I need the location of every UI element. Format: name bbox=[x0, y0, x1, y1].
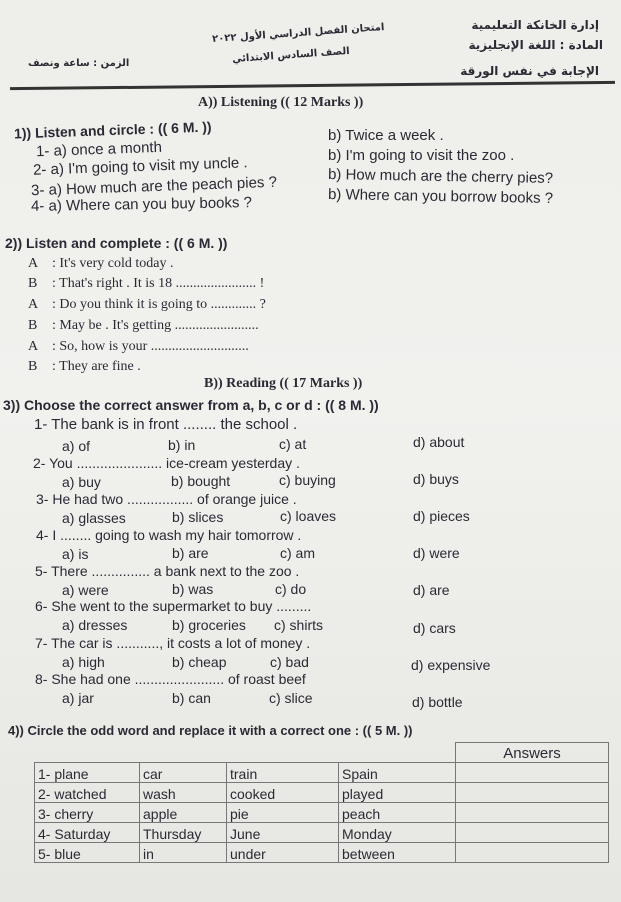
q3-option[interactable]: d) were bbox=[413, 545, 460, 561]
q3-option[interactable]: b) bought bbox=[171, 473, 231, 489]
q3-option[interactable]: a) is bbox=[62, 546, 89, 562]
q3-option[interactable]: b) slices bbox=[172, 509, 224, 525]
q3-option[interactable]: c) loaves bbox=[280, 508, 337, 524]
answer-note: الإجابة في نفس الورقة bbox=[460, 64, 599, 78]
word-cell[interactable]: 4- Saturday bbox=[35, 823, 140, 843]
word-cell[interactable]: peach bbox=[339, 803, 456, 823]
word-cell[interactable]: Spain bbox=[339, 763, 456, 783]
q3-stem-3: 3- He had two ................. of orange juice . bbox=[36, 491, 297, 507]
q1-item-num: 3- bbox=[30, 181, 45, 200]
q1-option-b[interactable]: b) Where can you borrow books ? bbox=[327, 186, 554, 207]
word-cell[interactable]: 5- blue bbox=[35, 843, 140, 863]
dialogue-text[interactable]: : That's right . It is 18 ....................... ! bbox=[52, 276, 265, 291]
table-row bbox=[35, 803, 609, 823]
q1-title: 1)) Listen and circle : (( 6 M. )) bbox=[13, 118, 212, 142]
answer-cell[interactable] bbox=[456, 783, 609, 803]
word-cell[interactable]: cooked bbox=[227, 783, 339, 803]
speaker-label: B bbox=[28, 318, 38, 333]
q3-option[interactable]: c) do bbox=[275, 581, 307, 597]
word-cell[interactable]: Monday bbox=[339, 823, 456, 843]
q3-option[interactable]: a) high bbox=[62, 654, 105, 670]
word-cell[interactable]: played bbox=[339, 783, 456, 803]
q2-line-3 bbox=[28, 297, 266, 313]
q3-stem-1: 1- The bank is in front ........ the school . bbox=[34, 416, 298, 433]
word-cell[interactable]: June bbox=[227, 823, 339, 843]
answer-cell[interactable] bbox=[456, 823, 609, 843]
time-label: الزمن : ساعة ونصف bbox=[28, 58, 130, 69]
q3-option[interactable]: d) bottle bbox=[412, 694, 463, 710]
answer-cell[interactable] bbox=[456, 843, 609, 863]
table-header-row bbox=[35, 743, 609, 763]
speaker-label: B bbox=[28, 359, 38, 374]
table-row bbox=[35, 763, 609, 783]
section-b-title: B)) Reading (( 17 Marks )) bbox=[204, 376, 363, 391]
answer-cell[interactable] bbox=[456, 763, 609, 783]
q1-option-a[interactable]: a) I'm going to visit my uncle . bbox=[50, 154, 248, 179]
q3-option[interactable]: a) were bbox=[62, 582, 109, 598]
q1-option-b[interactable]: b) Twice a week . bbox=[328, 127, 444, 144]
q2-title: 2)) Listen and complete : (( 6 M. )) bbox=[5, 235, 228, 251]
q2-line-1 bbox=[28, 256, 174, 272]
q3-option[interactable]: d) cars bbox=[413, 620, 456, 636]
exam-title: امتحان الفصل الدراسي الأول ٢٠٢٢ bbox=[211, 21, 385, 46]
q1-option-b[interactable]: b) I'm going to visit the zoo . bbox=[328, 147, 515, 164]
q1-option-a[interactable]: a) How much are the peach pies ? bbox=[48, 173, 278, 199]
q3-option[interactable]: a) of bbox=[62, 438, 91, 454]
speaker-label: B bbox=[28, 276, 38, 291]
q3-option[interactable]: a) jar bbox=[62, 690, 94, 706]
table-row bbox=[35, 843, 609, 863]
word-cell[interactable]: 1- plane bbox=[35, 763, 140, 783]
dialogue-text[interactable]: : May be . It's getting ........................ bbox=[52, 318, 259, 333]
q3-option[interactable]: a) buy bbox=[62, 474, 101, 490]
q3-option[interactable]: a) glasses bbox=[62, 510, 126, 526]
section-a-title: A)) Listening (( 12 Marks )) bbox=[198, 95, 364, 110]
speaker-label: A bbox=[28, 339, 39, 354]
speaker-label: A bbox=[28, 297, 39, 312]
word-cell[interactable]: train bbox=[227, 763, 339, 783]
admin-name: إدارة الخانكة التعليمية bbox=[471, 18, 599, 32]
q3-stem-4: 4- I ........ going to wash my hair tomorrow . bbox=[36, 527, 302, 543]
q3-option[interactable]: c) am bbox=[280, 545, 315, 561]
q3-option[interactable]: d) are bbox=[413, 582, 450, 598]
q3-option[interactable]: b) can bbox=[172, 690, 211, 706]
q3-stem-7: 7- The car is ..........., it costs a lot of money . bbox=[35, 635, 311, 651]
q3-option[interactable]: c) bad bbox=[270, 654, 309, 670]
q3-option[interactable]: c) shirts bbox=[274, 617, 323, 633]
word-cell[interactable]: 2- watched bbox=[35, 783, 140, 803]
q4-title: 4)) Circle the odd word and replace it with a correct one : (( 5 M. )) bbox=[8, 723, 413, 738]
dialogue-text: : They are fine . bbox=[52, 359, 141, 374]
q3-stem-5: 5- There ............... a bank next to the zoo . bbox=[35, 563, 300, 579]
word-cell[interactable]: in bbox=[140, 843, 227, 863]
q3-stem-2: 2- You ...................... ice-cream yesterday . bbox=[33, 455, 300, 471]
q3-option[interactable]: b) cheap bbox=[172, 654, 227, 670]
q1-option-a[interactable]: a) once a month bbox=[53, 138, 163, 160]
q3-stem-8: 8- She had one ....................... of roast beef bbox=[35, 671, 306, 687]
q3-option[interactable]: c) buying bbox=[279, 472, 336, 488]
table-row bbox=[35, 823, 609, 843]
q3-option[interactable]: c) at bbox=[279, 436, 307, 452]
q2-line-4 bbox=[28, 318, 259, 334]
q3-option[interactable]: b) was bbox=[172, 581, 214, 597]
dialogue-text[interactable]: : So, how is your ............................ bbox=[52, 339, 249, 354]
word-cell[interactable]: under bbox=[227, 843, 339, 863]
header-divider bbox=[10, 81, 615, 90]
q1-option-b[interactable]: b) How much are the cherry pies? bbox=[327, 166, 554, 187]
q2-line-5 bbox=[28, 339, 249, 355]
word-cell[interactable]: Thursday bbox=[140, 823, 227, 843]
subject-name: المادة : اللغة الإنجليزية bbox=[468, 38, 603, 52]
word-cell[interactable]: apple bbox=[140, 803, 227, 823]
answer-cell[interactable] bbox=[456, 803, 609, 823]
dialogue-text: : It's very cold today . bbox=[52, 256, 174, 271]
q3-option[interactable]: d) about bbox=[413, 434, 465, 450]
q3-option[interactable]: d) expensive bbox=[411, 657, 491, 673]
q3-stem-6: 6- She went to the supermarket to buy ......... bbox=[35, 598, 312, 614]
word-cell[interactable]: car bbox=[140, 763, 227, 783]
q3-option[interactable]: b) groceries bbox=[172, 617, 246, 633]
table-row bbox=[35, 783, 609, 803]
q1-item-num: 1- bbox=[35, 142, 50, 161]
q3-option[interactable]: b) are bbox=[172, 545, 209, 561]
q2-line-2 bbox=[28, 276, 264, 292]
q3-title: 3)) Choose the correct answer from a, b, c or d : (( 8 M. )) bbox=[3, 397, 379, 413]
q3-option[interactable]: a) dresses bbox=[62, 617, 128, 633]
q1-item-num: 2- bbox=[32, 161, 47, 179]
q2-line-6 bbox=[28, 359, 141, 375]
q3-option[interactable]: c) slice bbox=[269, 690, 313, 706]
word-cell[interactable]: between bbox=[339, 843, 456, 863]
q1-option-a[interactable]: a) Where can you buy books ? bbox=[48, 194, 253, 215]
speaker-label: A bbox=[28, 256, 39, 271]
q3-option[interactable]: d) buys bbox=[413, 471, 459, 487]
answers-header: Answers bbox=[456, 743, 609, 763]
q1-item-num: 4- bbox=[30, 197, 45, 215]
word-cell[interactable]: 3- cherry bbox=[35, 803, 140, 823]
q3-option[interactable]: b) in bbox=[168, 437, 196, 453]
q4-table bbox=[34, 742, 609, 863]
q3-option[interactable]: d) pieces bbox=[413, 508, 470, 524]
word-cell[interactable]: wash bbox=[140, 783, 227, 803]
q1-item-4 bbox=[31, 194, 252, 215]
dialogue-text[interactable]: : Do you think it is going to ............. ? bbox=[52, 297, 266, 312]
word-cell[interactable]: pie bbox=[227, 803, 339, 823]
grade-label: الصف السادس الابتدائي bbox=[231, 45, 350, 66]
